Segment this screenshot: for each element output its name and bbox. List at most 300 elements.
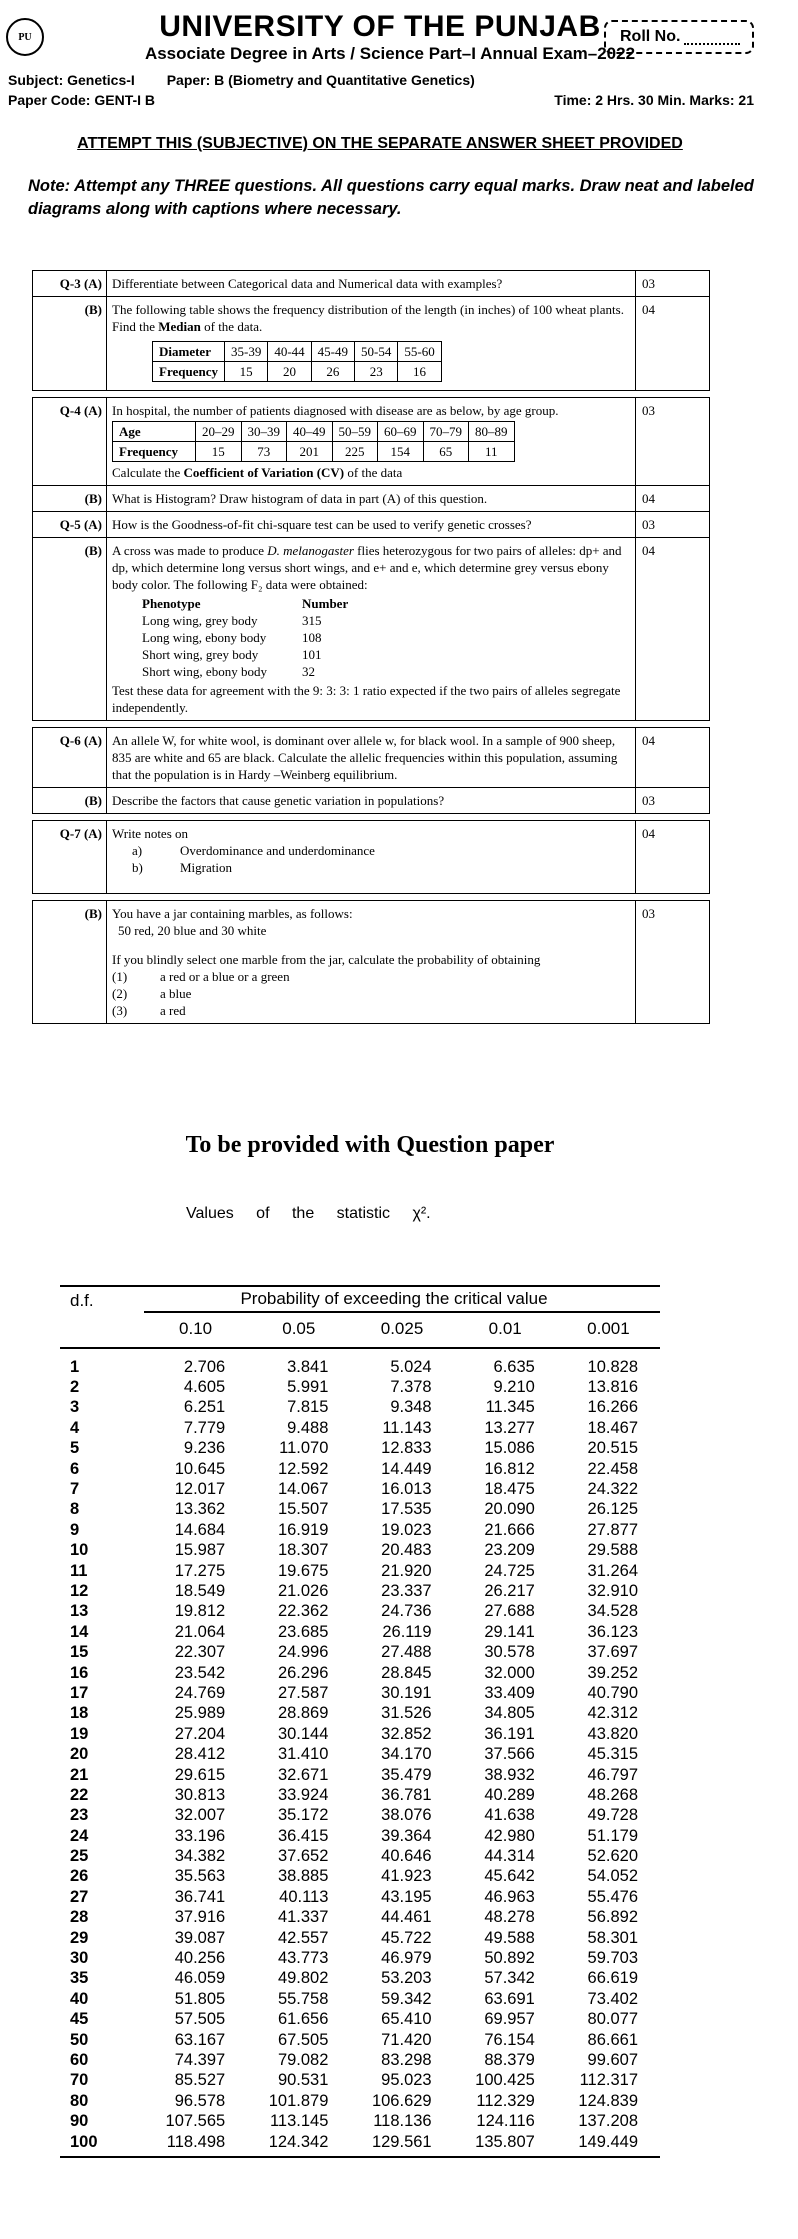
critical-value: 63.167 — [174, 2030, 226, 2049]
table-row — [60, 1541, 660, 1561]
table-cell: 20 — [268, 362, 311, 382]
critical-value: 25.989 — [174, 1704, 226, 1723]
critical-value: 37.916 — [174, 1908, 226, 1927]
text-part: Calculate the — [112, 465, 184, 480]
chi-square-table — [60, 1285, 660, 2158]
critical-value: 53.203 — [381, 1969, 432, 1988]
df-value: 5 — [70, 1439, 80, 1458]
row-label: Frequency — [153, 362, 225, 382]
critical-value: 50.892 — [484, 1949, 535, 1968]
critical-value: 54.052 — [587, 1867, 639, 1886]
question-text: What is Histogram? Draw histogram of data in part (A) of this question. — [107, 486, 636, 512]
critical-value: 59.703 — [587, 1949, 639, 1968]
question-text: Differentiate between Categorical data and Numerical data with examples? — [107, 271, 636, 297]
table-row — [60, 2050, 660, 2070]
question-number: Q-7 (A) — [33, 821, 107, 894]
critical-value: 41.923 — [381, 1867, 432, 1886]
critical-value: 113.145 — [269, 2112, 329, 2131]
table-cell: 20–29 — [196, 422, 242, 442]
critical-value: 10.828 — [587, 1357, 639, 1376]
table-row — [60, 1683, 660, 1703]
question-text: How is the Goodness-of-fit chi-square test can be used to verify genetic crosses? — [107, 512, 636, 538]
list-item: (2) a blue — [112, 986, 192, 1001]
table-row — [60, 1520, 660, 1540]
critical-value: 35.479 — [381, 1765, 432, 1784]
critical-value: 44.314 — [484, 1847, 535, 1866]
text-part: You have a jar containing marbles, as follows: — [112, 906, 353, 921]
table-row — [60, 1622, 660, 1642]
critical-value: 28.412 — [174, 1745, 226, 1764]
critical-value: 49.802 — [277, 1969, 329, 1988]
critical-value: 42.980 — [484, 1826, 535, 1845]
critical-value: 27.587 — [277, 1683, 329, 1702]
critical-value: 9.210 — [493, 1378, 535, 1397]
critical-value: 23.209 — [484, 1541, 535, 1560]
critical-value: 9.488 — [287, 1418, 329, 1437]
critical-value: 100.425 — [475, 2071, 535, 2090]
critical-value: 39.364 — [381, 1826, 432, 1845]
df-value: 27 — [70, 1887, 89, 1906]
question-marks: 04 — [636, 486, 710, 512]
table-cell: 15 — [196, 442, 242, 462]
df-value: 14 — [70, 1622, 89, 1641]
critical-value: 16.919 — [277, 1520, 329, 1539]
critical-value: 5.024 — [390, 1357, 432, 1376]
table-row — [60, 1724, 660, 1744]
critical-value: 27.688 — [484, 1602, 535, 1621]
list-item: Short wing, ebony body 32 — [142, 664, 315, 679]
critical-value: 34.170 — [381, 1745, 432, 1764]
df-value: 26 — [70, 1867, 89, 1886]
critical-value: 14.067 — [277, 1480, 329, 1499]
critical-value: 22.307 — [174, 1643, 226, 1662]
critical-value: 55.476 — [587, 1887, 639, 1906]
critical-value: 137.208 — [578, 2112, 639, 2131]
critical-value: 10.645 — [174, 1459, 226, 1478]
critical-value: 73.402 — [587, 1989, 639, 2008]
question-row — [33, 788, 710, 814]
critical-value: 35.172 — [277, 1806, 329, 1825]
critical-value: 29.588 — [587, 1541, 639, 1560]
question-text — [107, 398, 636, 486]
list-item: Long wing, grey body 315 — [142, 613, 322, 628]
question-number: Q-4 (A) — [33, 398, 107, 486]
table-cell: 80–89 — [469, 422, 515, 442]
critical-value: 26.296 — [277, 1663, 329, 1682]
critical-value: 26.119 — [382, 1622, 432, 1641]
table-cell: 11 — [469, 442, 515, 462]
df-value: 16 — [70, 1663, 89, 1682]
critical-value: 66.619 — [587, 1969, 639, 1988]
critical-value: 67.505 — [277, 2030, 329, 2049]
list-item: Long wing, ebony body 108 — [142, 630, 322, 645]
df-value: 60 — [70, 2050, 89, 2069]
critical-value: 2.706 — [183, 1357, 226, 1376]
critical-value: 31.526 — [381, 1704, 432, 1723]
df-value: 22 — [70, 1785, 89, 1804]
list-item: a) Overdominance and underdominance — [132, 843, 375, 858]
table-cell: 60–69 — [378, 422, 424, 442]
roll-number-blank — [684, 29, 740, 45]
column-header: 0.05 — [282, 1319, 316, 1338]
df-value: 100 — [70, 2132, 98, 2151]
critical-value: 4.605 — [183, 1378, 226, 1397]
list-item: (1) a red or a blue or a green — [112, 969, 290, 984]
critical-value: 15.086 — [484, 1439, 535, 1458]
question-text — [107, 821, 636, 894]
df-value: 23 — [70, 1806, 89, 1825]
degree-line: Associate Degree in Arts / Science Part–I Annual Exam–2022 — [144, 44, 636, 63]
table-row — [60, 1969, 660, 1989]
critical-value: 88.379 — [484, 2050, 535, 2069]
table-row — [60, 1459, 660, 1479]
critical-value: 16.812 — [484, 1459, 535, 1478]
table-row — [60, 1908, 660, 1928]
text-part: of the data. — [200, 319, 263, 334]
table-row — [60, 2030, 660, 2050]
question-text — [107, 538, 636, 721]
table-cell: 154 — [378, 442, 424, 462]
critical-value: 3.841 — [287, 1357, 329, 1376]
table-row — [60, 1398, 660, 1418]
question-number: (B) — [33, 788, 107, 814]
question-row — [33, 271, 710, 297]
table-row — [60, 1989, 660, 2009]
critical-value: 43.195 — [381, 1887, 432, 1906]
critical-value: 106.629 — [371, 2091, 432, 2110]
number-header: Number — [302, 596, 349, 611]
question-row — [33, 297, 710, 391]
question-text: Describe the factors that cause genetic variation in populations? — [107, 788, 636, 814]
paper-code: Paper Code: GENT-I B — [8, 92, 156, 108]
critical-value: 32.910 — [587, 1581, 639, 1600]
critical-value: 19.812 — [174, 1602, 226, 1621]
critical-value: 9.348 — [390, 1398, 432, 1417]
table-row — [60, 1887, 660, 1907]
list-item: b) Migration — [132, 860, 232, 875]
critical-value: 46.797 — [587, 1765, 639, 1784]
critical-value: 18.467 — [587, 1418, 639, 1437]
critical-value: 18.307 — [277, 1541, 329, 1560]
question-row — [33, 728, 710, 788]
critical-value: 57.505 — [174, 2010, 226, 2029]
df-value: 20 — [70, 1745, 89, 1764]
df-value: 10 — [70, 1541, 89, 1560]
critical-value: 32.007 — [174, 1806, 226, 1825]
critical-value: 20.515 — [587, 1439, 639, 1458]
critical-value: 83.298 — [381, 2050, 432, 2069]
df-value: 30 — [70, 1949, 89, 1968]
table-cell: 40–49 — [287, 422, 333, 442]
critical-value: 55.758 — [277, 1989, 329, 2008]
critical-value: 12.017 — [174, 1480, 226, 1499]
df-value: 13 — [70, 1602, 89, 1621]
table-row — [60, 1561, 660, 1581]
question-marks: 04 — [636, 297, 710, 391]
table-row — [60, 1948, 660, 1968]
code-row — [8, 92, 768, 108]
probability-label: Probability of exceeding the critical value — [240, 1289, 548, 1308]
critical-value: 20.483 — [381, 1541, 432, 1560]
critical-value: 7.815 — [287, 1398, 329, 1417]
table-row — [60, 1928, 660, 1948]
table-row — [60, 1602, 660, 1622]
table-cell: 201 — [287, 442, 333, 462]
text-part: 50 red, 20 blue and 30 white — [118, 923, 267, 938]
critical-value: 61.656 — [277, 2010, 329, 2029]
critical-value: 118.498 — [166, 2132, 226, 2151]
table-cell: 15 — [224, 362, 267, 382]
table-row — [60, 1846, 660, 1866]
phenotype-list — [142, 595, 630, 680]
question-number: Q-6 (A) — [33, 728, 107, 788]
df-value: 45 — [70, 2010, 89, 2029]
critical-value: 135.807 — [475, 2132, 535, 2151]
critical-value: 40.646 — [381, 1847, 432, 1866]
critical-value: 37.697 — [587, 1643, 639, 1662]
critical-value: 129.561 — [371, 2132, 432, 2151]
critical-value: 118.136 — [373, 2112, 432, 2131]
critical-value: 13.816 — [587, 1378, 639, 1397]
table-row — [60, 1826, 660, 1846]
text-part: Write notes on — [112, 826, 189, 841]
text-part: Test these data for agreement with the 9: 3: 3: 1 ratio expected if the two pairs of alleles segregate independently. — [112, 683, 621, 715]
table-cell: 23 — [355, 362, 398, 382]
table-row — [60, 1581, 660, 1601]
table-cell: 40-44 — [268, 342, 311, 362]
critical-value: 12.833 — [381, 1439, 432, 1458]
critical-value: 43.773 — [277, 1949, 329, 1968]
age-frequency-table — [112, 421, 515, 462]
critical-value: 36.741 — [174, 1887, 226, 1906]
critical-value: 12.592 — [277, 1459, 329, 1478]
critical-value: 36.191 — [484, 1724, 535, 1743]
text-part: If you blindly select one marble from the jar, calculate the probability of obtaining — [112, 952, 541, 967]
critical-value: 24.736 — [381, 1602, 432, 1621]
table-row — [60, 1704, 660, 1724]
df-value: 70 — [70, 2071, 89, 2090]
df-value: 28 — [70, 1908, 89, 1927]
table-cell: 26 — [311, 362, 354, 382]
critical-value: 36.123 — [587, 1622, 639, 1641]
df-value: 4 — [70, 1418, 80, 1437]
text-part: The following table shows the frequency distribution of the length (in inches) of 100 wheat plants. Find the — [112, 302, 624, 334]
critical-value: 124.839 — [578, 2091, 639, 2110]
critical-value: 48.268 — [587, 1785, 639, 1804]
critical-value: 59.342 — [381, 1989, 432, 2008]
table-row — [60, 1357, 660, 1377]
critical-value: 27.877 — [587, 1520, 639, 1539]
critical-value: 11.143 — [382, 1418, 432, 1437]
df-value: 24 — [70, 1826, 89, 1845]
critical-value: 9.236 — [183, 1439, 226, 1458]
critical-value: 57.342 — [484, 1969, 535, 1988]
critical-value: 45.642 — [484, 1867, 535, 1886]
critical-value: 30.144 — [277, 1724, 329, 1743]
critical-value: 56.892 — [587, 1908, 639, 1927]
df-value: 80 — [70, 2091, 89, 2110]
critical-value: 69.957 — [484, 2010, 535, 2029]
critical-value: 19.023 — [381, 1520, 432, 1539]
df-value: 1 — [70, 1357, 80, 1376]
critical-value: 43.820 — [587, 1724, 639, 1743]
df-value: 6 — [70, 1459, 80, 1478]
critical-value: 21.666 — [484, 1520, 535, 1539]
note-instruction: Note: Attempt any THREE questions. All questions carry equal marks. Draw neat and labeled diagrams along with captions where necessary. — [28, 177, 754, 218]
critical-value: 27.488 — [381, 1643, 432, 1662]
critical-value: 34.528 — [587, 1602, 639, 1621]
df-value: 7 — [70, 1480, 80, 1499]
question-marks: 03 — [636, 788, 710, 814]
critical-value: 30.813 — [174, 1785, 226, 1804]
roll-label: Roll No. — [620, 28, 681, 45]
list-item: (3) a red — [112, 1003, 186, 1018]
df-value: 21 — [70, 1765, 89, 1784]
critical-value: 48.278 — [484, 1908, 535, 1927]
df-value: 50 — [70, 2030, 89, 2049]
critical-value: 39.087 — [174, 1928, 226, 1947]
critical-value: 35.563 — [174, 1867, 226, 1886]
text-part: of the data — [344, 465, 403, 480]
question-marks: 04 — [636, 538, 710, 721]
critical-value: 63.691 — [484, 1989, 535, 2008]
df-value: 40 — [70, 1989, 89, 2008]
table-row — [60, 2132, 660, 2152]
df-value: 8 — [70, 1500, 80, 1519]
critical-value: 17.275 — [174, 1561, 226, 1580]
critical-value: 51.179 — [587, 1826, 639, 1845]
text-part: A cross was made to produce — [112, 543, 268, 558]
table-cell: 30–39 — [241, 422, 287, 442]
critical-value: 33.196 — [174, 1826, 226, 1845]
critical-value: 40.113 — [279, 1887, 329, 1906]
table-cell: 50-54 — [355, 342, 398, 362]
critical-value: 24.322 — [587, 1480, 639, 1499]
critical-value: 23.337 — [381, 1581, 432, 1600]
critical-value: 95.023 — [381, 2071, 432, 2090]
critical-value: 31.264 — [587, 1561, 639, 1580]
subject-row — [8, 72, 768, 88]
critical-value: 24.996 — [277, 1643, 329, 1662]
chi-table-header — [60, 1285, 660, 1357]
question-number: Q-5 (A) — [33, 512, 107, 538]
critical-value: 22.362 — [277, 1602, 329, 1621]
question-number: (B) — [33, 297, 107, 391]
critical-value: 37.566 — [484, 1745, 535, 1764]
question-row — [33, 512, 710, 538]
critical-value: 27.204 — [174, 1724, 226, 1743]
critical-value: 32.852 — [381, 1724, 432, 1743]
text-part: In hospital, the number of patients diagnosed with disease are as below, by age group. — [112, 403, 559, 418]
table-cell: 50–59 — [332, 422, 378, 442]
critical-value: 38.076 — [381, 1806, 432, 1825]
table-row — [60, 1785, 660, 1805]
question-row — [33, 486, 710, 512]
critical-value: 65.410 — [381, 2010, 432, 2029]
df-value: 2 — [70, 1378, 80, 1397]
critical-value: 36.415 — [277, 1826, 329, 1845]
question-row — [33, 538, 710, 721]
table-row — [60, 1642, 660, 1662]
critical-value: 34.382 — [174, 1847, 226, 1866]
critical-value: 5.991 — [287, 1378, 329, 1397]
df-value: 17 — [70, 1683, 89, 1702]
critical-value: 124.342 — [268, 2132, 329, 2151]
question-marks: 03 — [636, 901, 710, 1024]
critical-value: 6.251 — [183, 1398, 226, 1417]
df-value: 90 — [70, 2112, 89, 2131]
table-row — [60, 1377, 660, 1397]
questions-table — [32, 270, 710, 1024]
question-number: (B) — [33, 901, 107, 1024]
table-row — [60, 1418, 660, 1438]
university-title: UNIVERSITY OF THE PUNJAB — [159, 10, 601, 43]
critical-value: 21.026 — [277, 1581, 329, 1600]
time-marks: Time: 2 Hrs. 30 Min. Marks: 21 — [554, 92, 754, 108]
critical-value: 41.337 — [277, 1908, 329, 1927]
critical-value: 15.987 — [174, 1541, 226, 1560]
critical-value: 16.266 — [587, 1398, 639, 1417]
table-cell: 45-49 — [311, 342, 354, 362]
table-row — [60, 1479, 660, 1499]
critical-value: 7.779 — [183, 1418, 226, 1437]
critical-value: 49.728 — [587, 1806, 639, 1825]
critical-value: 34.805 — [484, 1704, 535, 1723]
subject: Subject: Genetics-I — [8, 72, 135, 88]
critical-value: 99.607 — [587, 2050, 639, 2069]
critical-value: 44.461 — [381, 1908, 432, 1927]
critical-value: 33.924 — [277, 1785, 329, 1804]
row-label: Frequency — [113, 442, 196, 462]
text-bold: Median — [158, 319, 201, 334]
row-label: Diameter — [153, 342, 225, 362]
table-row — [60, 1806, 660, 1826]
critical-value: 101.879 — [268, 2091, 329, 2110]
critical-value: 21.064 — [174, 1622, 226, 1641]
critical-value: 80.077 — [587, 2010, 639, 2029]
critical-value: 14.684 — [174, 1520, 226, 1539]
critical-value: 21.920 — [381, 1561, 432, 1580]
critical-value: 79.082 — [277, 2050, 329, 2069]
paper: Paper: B (Biometry and Quantitative Genetics) — [166, 72, 475, 88]
critical-value: 40.289 — [484, 1785, 535, 1804]
question-marks: 03 — [636, 512, 710, 538]
column-header: 0.025 — [380, 1319, 424, 1338]
values-caption: Values of the statistic χ². — [186, 1205, 431, 1222]
critical-value: 49.588 — [484, 1928, 535, 1947]
critical-value: 40.256 — [174, 1949, 226, 1968]
critical-value: 85.527 — [174, 2071, 226, 2090]
exam-header — [0, 0, 798, 180]
question-number: (B) — [33, 486, 107, 512]
table-row — [60, 2071, 660, 2091]
critical-value: 26.125 — [587, 1500, 639, 1519]
table-cell: 225 — [332, 442, 378, 462]
table-row — [60, 2111, 660, 2131]
critical-value: 76.154 — [484, 2030, 535, 2049]
critical-value: 36.781 — [381, 1785, 432, 1804]
df-value: 29 — [70, 1928, 89, 1947]
question-text — [107, 901, 636, 1024]
critical-value: 18.475 — [484, 1480, 535, 1499]
critical-value: 40.790 — [587, 1683, 639, 1702]
critical-value: 112.329 — [476, 2091, 535, 2110]
question-marks: 03 — [636, 398, 710, 486]
table-cell: 16 — [398, 362, 441, 382]
critical-value: 38.885 — [277, 1867, 329, 1886]
critical-value: 15.507 — [277, 1500, 329, 1519]
critical-value: 30.578 — [484, 1643, 535, 1662]
